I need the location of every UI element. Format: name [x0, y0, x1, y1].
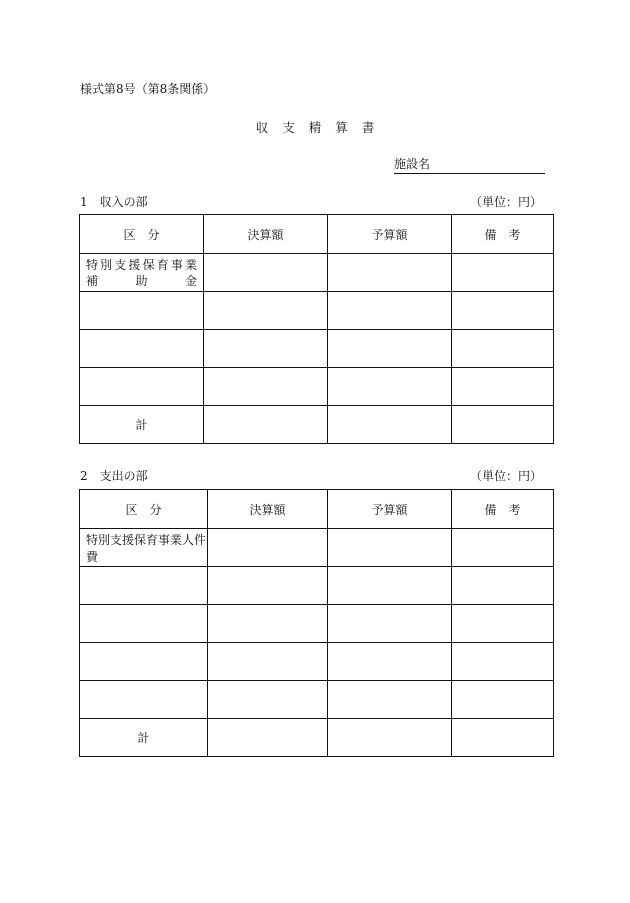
- title-char: 精: [308, 120, 322, 135]
- category-cell[interactable]: [80, 681, 208, 719]
- table-header-row: [80, 490, 554, 529]
- title-char: 書: [361, 120, 375, 135]
- category-cell[interactable]: [80, 643, 208, 681]
- total-row: [80, 719, 554, 757]
- table-row: [80, 254, 554, 292]
- settlement-cell[interactable]: [204, 254, 328, 292]
- facility-name-field[interactable]: [394, 155, 545, 174]
- budget-cell[interactable]: [328, 529, 452, 567]
- title-char: 支: [282, 120, 295, 135]
- expense-unit-label: （単位：円）: [470, 469, 543, 483]
- table-row: [80, 529, 554, 567]
- income-section-heading: 1 収入の部: [80, 195, 148, 209]
- remarks-cell[interactable]: [452, 567, 554, 605]
- remarks-cell[interactable]: [452, 643, 554, 681]
- income-item-line1: 特別支援保育事業: [86, 257, 197, 272]
- budget-cell[interactable]: [328, 681, 452, 719]
- remarks-cell[interactable]: [452, 254, 554, 292]
- category-cell[interactable]: [80, 567, 208, 605]
- table-row: [80, 330, 554, 368]
- facility-label: 施設名: [394, 157, 431, 171]
- budget-total-cell[interactable]: [328, 406, 452, 444]
- title-char: 算: [335, 120, 348, 135]
- category-cell[interactable]: [80, 330, 204, 368]
- settlement-cell[interactable]: [208, 529, 328, 567]
- budget-cell[interactable]: [328, 292, 452, 330]
- settlement-cell[interactable]: [204, 292, 328, 330]
- header-budget: 予算額: [328, 215, 452, 254]
- table-row: [80, 605, 554, 643]
- budget-cell[interactable]: [328, 567, 452, 605]
- expense-section-heading: 2 支出の部: [80, 469, 148, 483]
- header-remarks: 備 考: [452, 490, 554, 529]
- title-char: 収: [255, 120, 269, 135]
- budget-cell[interactable]: [328, 605, 452, 643]
- settlement-cell[interactable]: [208, 681, 328, 719]
- income-table: [79, 214, 554, 444]
- table-row: [80, 681, 554, 719]
- budget-cell[interactable]: [328, 368, 452, 406]
- category-cell[interactable]: [80, 368, 204, 406]
- category-cell[interactable]: [80, 605, 208, 643]
- remarks-cell[interactable]: [452, 330, 554, 368]
- header-remarks: 備 考: [452, 215, 554, 254]
- table-row: [80, 292, 554, 330]
- settlement-cell[interactable]: [204, 330, 328, 368]
- document-title: [0, 118, 630, 136]
- remarks-cell[interactable]: [452, 605, 554, 643]
- remarks-cell[interactable]: [452, 719, 554, 757]
- income-item-line2: 補 助 金: [86, 273, 197, 288]
- settlement-cell[interactable]: [208, 605, 328, 643]
- header-budget: 予算額: [328, 490, 452, 529]
- income-item-cell: [80, 254, 204, 292]
- header-settlement: 決算額: [204, 215, 328, 254]
- settlement-cell[interactable]: [204, 368, 328, 406]
- category-cell[interactable]: [80, 292, 204, 330]
- remarks-cell[interactable]: [452, 368, 554, 406]
- remarks-cell[interactable]: [452, 681, 554, 719]
- table-header-row: [80, 215, 554, 254]
- form-number: 様式第8号（第8条関係）: [80, 82, 216, 96]
- remarks-cell[interactable]: [452, 292, 554, 330]
- settlement-total-cell[interactable]: [204, 406, 328, 444]
- settlement-cell[interactable]: [208, 567, 328, 605]
- total-row: [80, 406, 554, 444]
- remarks-cell[interactable]: [452, 529, 554, 567]
- settlement-cell[interactable]: [208, 643, 328, 681]
- header-settlement: 決算額: [208, 490, 328, 529]
- remarks-cell[interactable]: [452, 406, 554, 444]
- table-row: [80, 643, 554, 681]
- budget-total-cell[interactable]: [328, 719, 452, 757]
- expense-item-cell: 特別支援保育事業人件費: [80, 529, 208, 567]
- settlement-total-cell[interactable]: [208, 719, 328, 757]
- header-category: 区 分: [80, 490, 208, 529]
- table-row: [80, 368, 554, 406]
- income-unit-label: （単位：円）: [470, 195, 543, 209]
- expense-table: [79, 489, 554, 757]
- total-label: 計: [80, 719, 208, 757]
- total-label: 計: [80, 406, 204, 444]
- header-category: 区 分: [80, 215, 204, 254]
- table-row: [80, 567, 554, 605]
- budget-cell[interactable]: [328, 643, 452, 681]
- budget-cell[interactable]: [328, 254, 452, 292]
- budget-cell[interactable]: [328, 330, 452, 368]
